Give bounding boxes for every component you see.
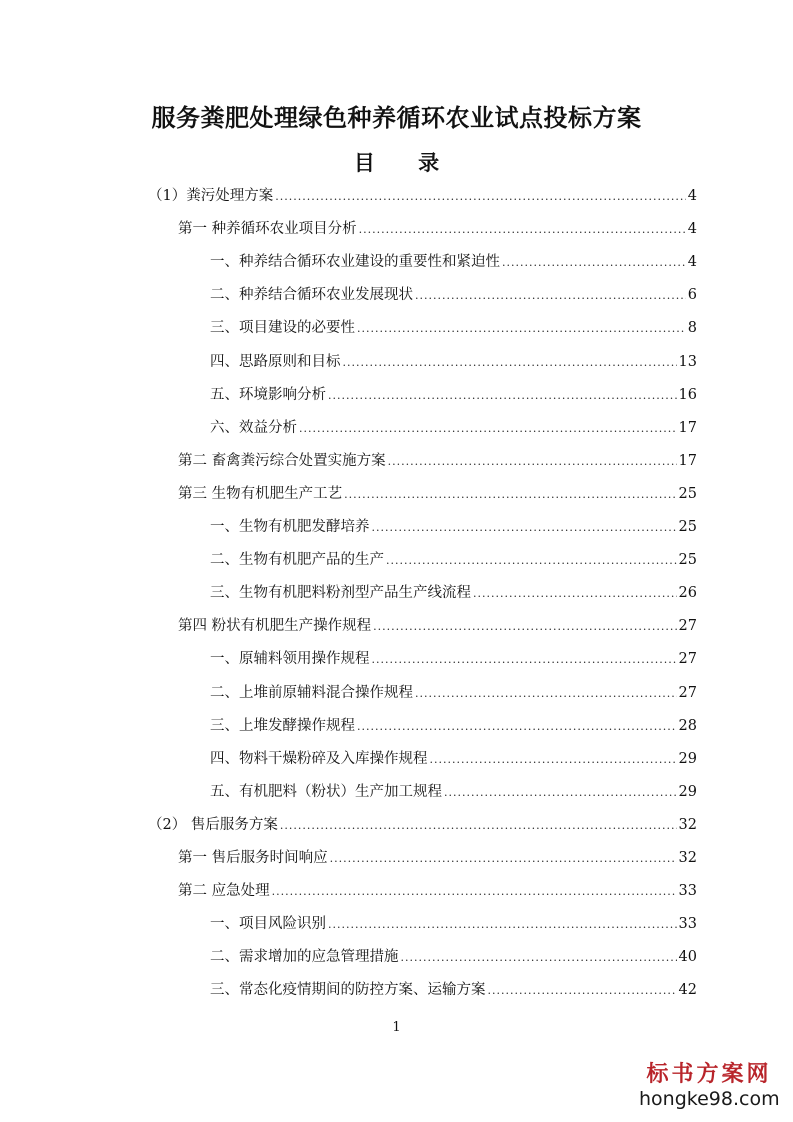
toc-dot-leader [473,583,677,605]
toc-entry-label: 第一 种养循环农业项目分析 [178,221,357,238]
toc-entry-page: 33 [678,916,697,933]
toc-entry[interactable] [210,417,697,439]
toc-dot-leader [280,815,677,837]
toc-entry[interactable] [178,880,697,902]
toc-entry-page: 29 [678,750,697,767]
toc-dot-leader [415,285,686,307]
toc-entry-label: 三、常态化疫情期间的防控方案、运输方案 [210,982,486,999]
toc-dot-leader [430,749,677,771]
toc-entry-label: 第二 应急处理 [178,883,270,900]
toc-entry-label: 二、种养结合循环农业发展现状 [210,287,413,304]
toc-dot-leader [299,418,677,440]
toc-entry[interactable] [210,384,697,406]
toc-dot-leader [328,385,677,407]
toc-entry-page: 25 [678,552,697,569]
toc-dot-leader [357,318,686,340]
toc-entry-label: 一、生物有机肥发酵培养 [210,519,370,535]
watermark-logo [639,1062,779,1110]
toc-entry[interactable] [210,946,697,968]
toc-entry[interactable] [178,218,697,240]
toc-entry-label: 四、物料干燥粉碎及入库操作规程 [210,750,428,767]
toc-entry[interactable] [210,516,697,538]
toc-entry[interactable] [210,317,697,339]
toc-entry-label: （1）粪污处理方案 [148,188,274,204]
toc-entry-page: 40 [678,949,697,966]
toc-entry-label: 三、上堆发酵操作规程 [210,717,355,734]
toc-entry-page: 27 [678,618,697,635]
toc-entry-label: 一、原辅料领用操作规程 [210,651,370,668]
toc-entry[interactable] [178,615,697,637]
toc-dot-leader [502,252,686,274]
toc-entry[interactable] [178,847,697,869]
toc-entry-label: 三、项目建设的必要性 [210,320,355,337]
toc-dot-leader [372,649,677,671]
toc-dot-leader [401,947,677,969]
toc-entry-label: 五、有机肥料（粉状）生产加工规程 [210,783,442,800]
toc-entry[interactable] [178,450,697,472]
toc-entry[interactable] [210,648,697,670]
page-number: 1 [392,1020,401,1035]
toc-entry[interactable] [210,979,697,1001]
toc-entry-label: （2） 售后服务方案 [148,816,278,833]
toc-entry-label: 第二 畜禽粪污综合处置实施方案 [178,452,386,469]
toc-entry-page: 27 [678,651,697,668]
toc-dot-leader [328,914,677,936]
toc-dot-leader [444,782,677,804]
toc-entry-page: 8 [687,320,697,337]
watermark-url-text: hongke98.com [639,1088,780,1110]
toc-dot-leader [275,186,686,208]
toc-heading: 目 录 [353,150,458,175]
toc-entry-label: 六、效益分析 [210,419,297,436]
toc-entry-page: 4 [687,254,697,271]
toc-entry-label: 一、项目风险识别 [210,916,326,933]
toc-entry[interactable] [148,814,697,836]
document-title: 服务粪肥处理绿色种养循环农业试点投标方案 [151,103,642,132]
toc-dot-leader [386,550,677,572]
toc-entry-page: 16 [678,386,697,403]
toc-entry[interactable] [210,582,697,604]
toc-entry-page: 28 [678,717,697,734]
toc-entry-page: 4 [687,188,697,204]
toc-entry[interactable] [210,913,697,935]
toc-entry-page: 33 [678,883,697,900]
toc-entry-label: 二、生物有机肥产品的生产 [210,552,384,569]
toc-entry-page: 17 [678,452,697,469]
toc-entry-label: 第一 售后服务时间响应 [178,850,328,866]
toc-entry[interactable] [210,781,697,803]
toc-entry-page: 13 [678,353,697,370]
toc-entry-page: 32 [678,850,697,866]
toc-entry-page: 26 [678,585,697,602]
toc-entry-label: 二、上堆前原辅料混合操作规程 [210,684,413,701]
toc-entry-page: 29 [678,783,697,800]
toc-entry[interactable] [210,715,697,737]
toc-entry-label: 一、种养结合循环农业建设的重要性和紧迫性 [210,254,500,271]
toc-entry[interactable] [210,251,697,273]
toc-entry-label: 第四 粉状有机肥生产操作规程 [178,618,372,635]
toc-entry-page: 27 [678,684,697,701]
toc-dot-leader [343,352,677,374]
toc-dot-leader [488,980,677,1002]
toc-entry-page: 17 [678,419,697,436]
toc-entry-label: 三、生物有机肥料粉剂型产品生产线流程 [210,585,471,602]
toc-dot-leader [388,451,677,473]
toc-entry[interactable] [210,748,697,770]
toc-dot-leader [415,683,677,705]
toc-dot-leader [373,616,676,638]
toc-dot-leader [357,716,677,738]
toc-entry-label: 五、环境影响分析 [210,386,326,403]
toc-entry-label: 第三 生物有机肥生产工艺 [178,485,343,502]
toc-entry-page: 6 [687,287,697,304]
toc-entry[interactable] [210,549,697,571]
toc-dot-leader [372,517,677,539]
toc-entry[interactable] [148,185,697,207]
toc-entry[interactable] [210,284,697,306]
toc-entry[interactable] [210,351,697,373]
toc-dot-leader [359,219,686,241]
toc-entry-page: 25 [678,485,697,502]
toc-entry[interactable] [210,682,697,704]
toc-entry-page: 4 [687,221,697,238]
watermark-cn-text: 标书方案网 [646,1062,772,1087]
toc-entry-label: 四、思路原则和目标 [210,353,341,370]
toc-entry[interactable] [178,483,697,505]
toc-entry-label: 二、需求增加的应急管理措施 [210,949,399,966]
toc-dot-leader [272,881,677,903]
toc-entry-page: 32 [678,816,697,833]
toc-dot-leader [344,484,676,506]
toc-dot-leader [330,848,677,870]
toc-entry-page: 25 [678,519,697,535]
toc-entry-page: 42 [678,982,697,999]
